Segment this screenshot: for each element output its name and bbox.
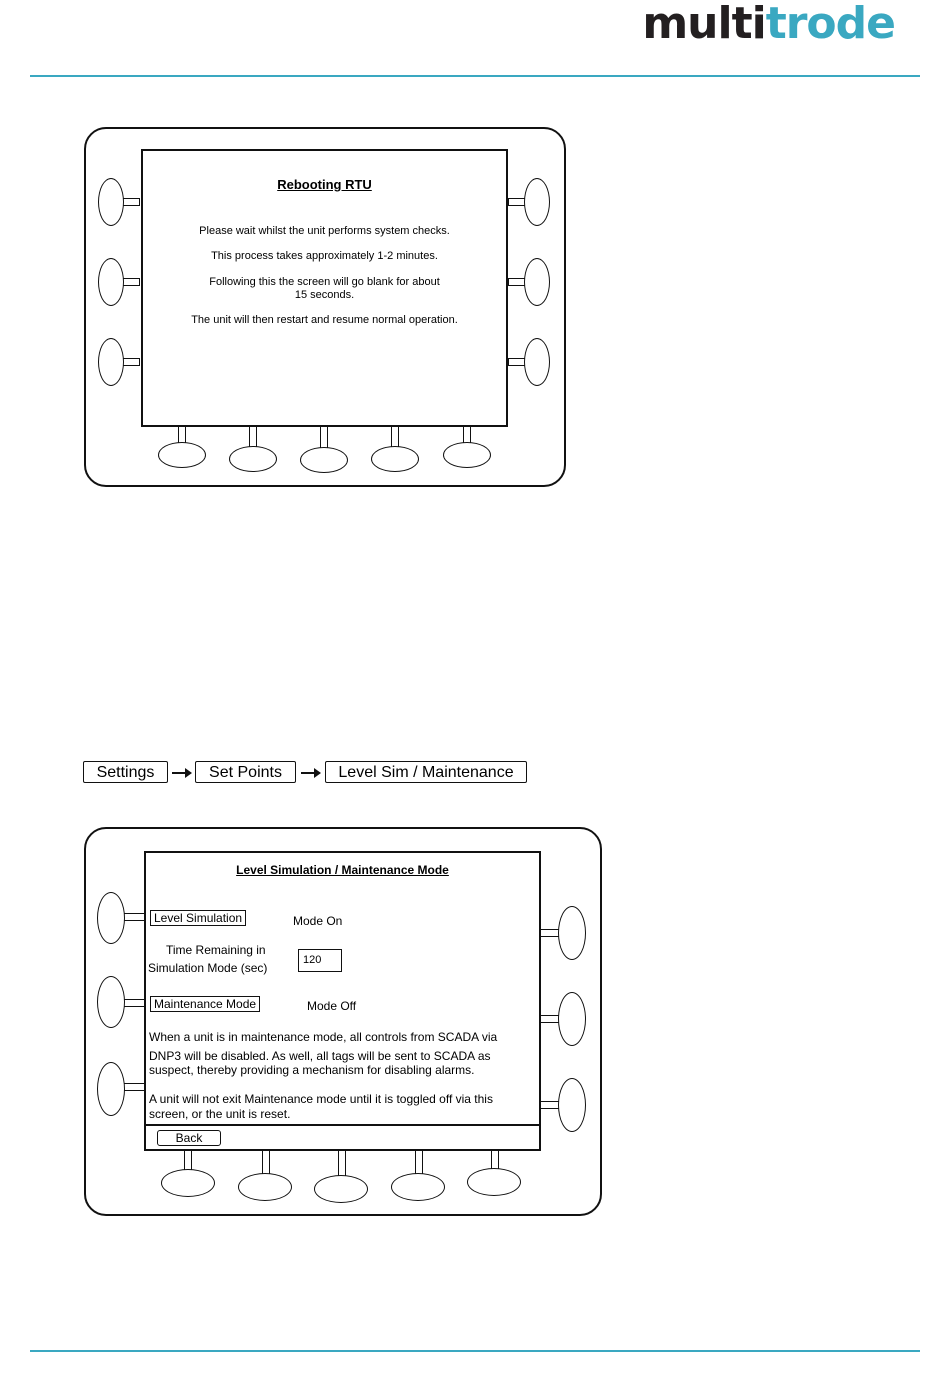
footer-rule: [30, 1350, 920, 1352]
level-simulation-status: Mode On: [293, 914, 343, 928]
level-simulation-button[interactable]: Level Simulation: [150, 910, 246, 926]
side-button-left-2[interactable]: [97, 976, 125, 1028]
bottom-button-2[interactable]: [238, 1173, 292, 1201]
lcd-screen-level-sim: [144, 851, 541, 1151]
logo-text-trode: trode: [765, 0, 895, 49]
maintenance-info-line-5: screen, or the unit is reset.: [149, 1107, 291, 1121]
time-remaining-label-2: Simulation Mode (sec): [148, 961, 268, 975]
maintenance-info-line-1: When a unit is in maintenance mode, all controls from SCADA via: [149, 1030, 498, 1044]
side-button-left-2[interactable]: [98, 258, 124, 306]
reboot-title: Rebooting RTU: [277, 177, 372, 192]
side-button-left-1[interactable]: [98, 178, 124, 226]
header-rule: [30, 75, 920, 77]
bottom-button-3[interactable]: [314, 1175, 368, 1203]
side-button-right-1[interactable]: [524, 178, 550, 226]
back-button[interactable]: Back: [157, 1130, 221, 1146]
bottom-button-1[interactable]: [161, 1169, 215, 1197]
reboot-line-2: This process takes approximately 1-2 minutes.: [211, 250, 438, 262]
reboot-line-4: The unit will then restart and resume normal operation.: [191, 314, 458, 326]
bottom-button-2[interactable]: [229, 446, 277, 472]
time-remaining-label-1: Time Remaining in: [166, 943, 266, 957]
breadcrumb-settings[interactable]: Settings: [83, 761, 168, 783]
side-button-right-2[interactable]: [524, 258, 550, 306]
side-button-left-3[interactable]: [97, 1062, 125, 1116]
breadcrumb-arrow-icon: [172, 772, 190, 774]
multitrode-logo: [642, 0, 895, 49]
breadcrumb-level-sim[interactable]: Level Sim / Maintenance: [325, 761, 527, 783]
bottom-button-stem: [320, 426, 328, 449]
bottom-button-4[interactable]: [391, 1173, 445, 1201]
bottom-button-1[interactable]: [158, 442, 206, 468]
reboot-line-3a: Following this the screen will go blank for about: [209, 276, 440, 288]
reboot-line-3b: 15 seconds.: [294, 289, 355, 301]
maintenance-info-line-2: DNP3 will be disabled. As well, all tags will be sent to SCADA as: [149, 1049, 491, 1063]
breadcrumb-arrow-icon: [301, 772, 319, 774]
side-button-right-1[interactable]: [558, 906, 586, 960]
bottom-button-3[interactable]: [300, 447, 348, 473]
maintenance-info-line-4: A unit will not exit Maintenance mode until it is toggled off via this: [149, 1092, 493, 1106]
bottom-button-4[interactable]: [371, 446, 419, 472]
time-remaining-value[interactable]: 120: [298, 949, 342, 972]
bottom-button-5[interactable]: [443, 442, 491, 468]
side-button-left-3[interactable]: [98, 338, 124, 386]
screen-footer-divider: [146, 1124, 539, 1126]
reboot-line-1: Please wait whilst the unit performs system checks.: [199, 225, 450, 237]
side-button-right-3[interactable]: [524, 338, 550, 386]
side-button-right-3[interactable]: [558, 1078, 586, 1132]
side-button-left-1[interactable]: [97, 892, 125, 944]
logo-text-multi: multi: [642, 0, 766, 49]
lcd-screen-reboot: [141, 149, 508, 427]
maintenance-mode-button[interactable]: Maintenance Mode: [150, 996, 260, 1012]
breadcrumb-set-points[interactable]: Set Points: [195, 761, 296, 783]
side-button-right-2[interactable]: [558, 992, 586, 1046]
maintenance-mode-status: Mode Off: [307, 999, 357, 1013]
maintenance-info-line-3: suspect, thereby providing a mechanism for disabling alarms.: [149, 1063, 475, 1077]
bottom-button-5[interactable]: [467, 1168, 521, 1196]
level-sim-title: Level Simulation / Maintenance Mode: [236, 863, 449, 877]
